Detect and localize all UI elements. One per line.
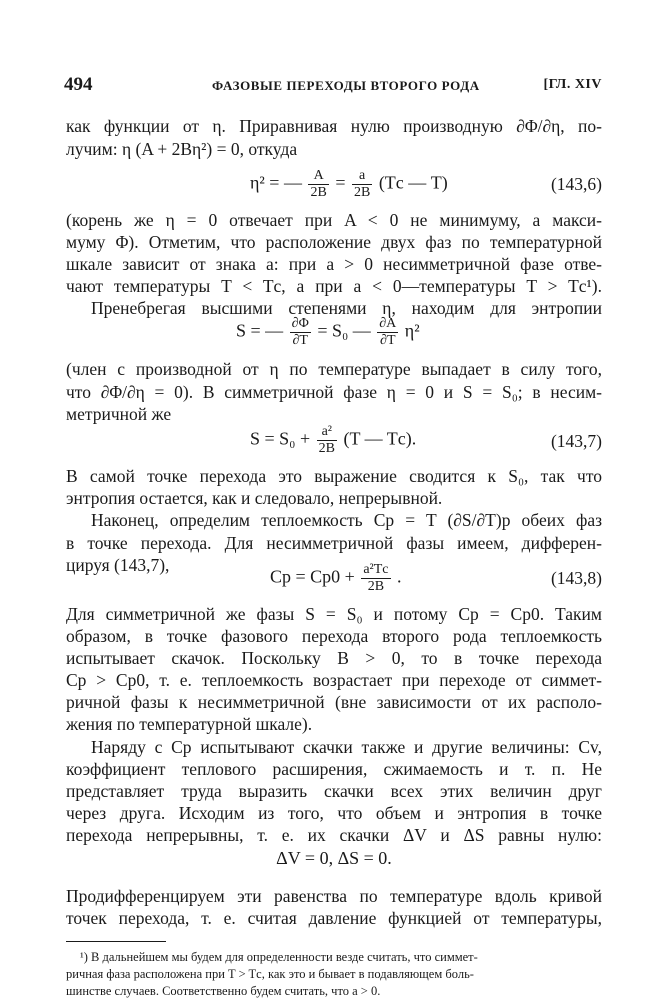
equation-label: (143,6) [550,174,602,194]
fraction: $\frac{\text{a²Tс}}{2B}$ [363,562,389,594]
text-line: чают температуры T < Tс, а при a < 0—температуры T > Tс¹). [66,276,602,296]
text-line: испытывает скачок. Поскольку B > 0, то в точке перехода [66,648,602,668]
text-line: Для симметричной же фазы S = S₀ и потому Cp = Cp0. Таким [66,604,602,624]
footnote-line: ричная фаза расположена при T > Tс, как это и бывает в подавляющем боль- [66,967,474,981]
text-line: образом, в точке фазового перехода второго рода теплоемкость [66,626,602,646]
page-header [64,74,602,102]
text-line: жения по температурной шкале). [66,714,313,734]
chapter-label: [ГЛ. XIV [543,77,602,92]
text-line: лучим: η (A + 2Bη²) = 0, откуда [66,139,298,159]
fraction: $\frac{a}{2B}$ [353,168,371,200]
text-line: представляет труда выразить скачки всех этих величин друг [66,781,602,801]
text-line: (корень же η = 0 отвечает при A < 0 не минимуму, а макси- [66,210,602,230]
text-line: перехода непрерывны, т. е. их скачки ΔV и ΔS равны нулю: [66,825,602,845]
text-line: что ∂Φ/∂η = 0). В симметричной фазе η = 0 и S = S₀; в несим- [66,382,602,402]
text-line: точек перехода, т. е. считая давление функцией от температуры, [66,908,602,928]
equation-143-8: Cp = Cp0 + $\frac{\text{a²Tс}}{2B}$ . [270,562,402,594]
text-line: Наконец, определим теплоемкость Cp = T (∂S/∂T)p обеих фаз [91,510,602,530]
equation-143-6: η² = — $\frac{A}{2B}$ = $\frac{a}{2B}$ (Tс — T) [250,168,448,200]
text-line: муму Φ). Отметим, что расположение двух фаз по температурной [66,232,602,252]
equation-label: (143,8) [550,568,602,588]
fraction: $\frac{\text{a²}}{2B}$ [318,424,335,456]
text-line: Продифференцируем эти равенства по температуре вдоль кривой [66,886,602,906]
footnote-line: ¹) В дальнейшем мы будем для определенности везде считать, что симмет- [80,950,478,964]
footnote-divider [66,941,166,942]
text-line: цируя (143,7), [66,555,170,575]
fraction: $\frac{\partial A}{\partial T}$ [379,316,397,348]
text-line: энтропия остается, как и следовало, непрерывной. [66,488,443,508]
text-line: (член с производной от η по температуре выпадает в силу того, [66,359,602,379]
text-line: метричной же [66,404,172,424]
equation-143-7: S = S₀ + $\frac{\text{a²}}{2B}$ (T — Tс). [250,424,417,456]
equation-label: (143,7) [550,431,602,451]
text-line: в точке перехода. Для несимметричной фазы имеем, дифферен- [66,533,602,553]
text-line: В самой точке перехода это выражение сводится к S₀, так что [66,466,602,486]
text-line: как функции от η. Приравнивая нулю производную ∂Φ/∂η, по- [66,116,602,136]
equation-entropy: S = — $\frac{\partial\Phi}{\partial T}$ = S₀ — $\frac{\partial A}{\partial T}$ η² [236,316,420,348]
text-line: Cp > Cp0, т. е. теплоемкость возрастает при переходе от симмет- [66,670,602,690]
text-line: через друга. Исходим из того, что объем и энтропия в точке [66,803,602,823]
fraction: $\frac{A}{2B}$ [310,168,327,200]
text-line: коэффициент теплового расширения, сжимаемость и т. п. Не [66,759,602,779]
equation-jumps: ΔV = 0, ΔS = 0. [276,848,392,868]
text-line: шкале зависит от знака a: при a > 0 несимметричной фазе отве- [66,254,602,274]
running-title: ФАЗОВЫЕ ПЕРЕХОДЫ ВТОРОГО РОДА [212,78,480,93]
text-line: Наряду с Cp испытывают скачки также и другие величины: Cv, [91,737,602,757]
text-line: ричной фазы к несимметричной (вне зависимости от их располо- [66,692,602,712]
footnote-line: шинстве случаев. Соответственно будем считать, что a > 0. [66,984,381,998]
text-line: Пренебрегая высшими степенями η, находим для энтропии [91,298,602,318]
fraction: $\frac{\partial\Phi}{\partial T}$ [291,316,309,348]
page-number: 494 [64,74,93,95]
